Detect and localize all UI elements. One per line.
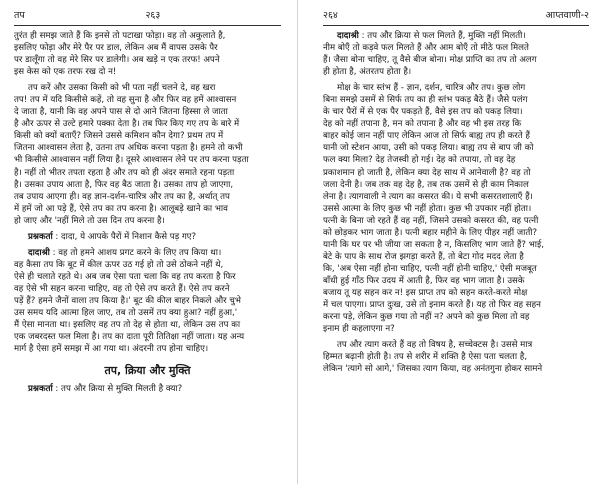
text-line: तप करें और उसका किसी को भी पता नहीं चलने दे, वह खरा	[28, 83, 216, 94]
text-line: करना पड़े, लेकिन कुछ गया तो नहीं न? अपने को कुछ मिला तो वह	[323, 312, 530, 323]
text-line: बाहर कोई जान नहीं पाए लेकिन आज तो सिर्फ बाह्य तप ही करते हैं	[323, 131, 530, 142]
text-line: यानी कि घर पर भी जीया जा सकता है न, किसलिए भाग जाते हैं? भाई,	[323, 239, 544, 250]
text-line: एक जबरदस्त फल मिला है। तप का दाता पूरी तितिक्षा नहीं जाता। यह अन्य	[14, 332, 245, 343]
text-line: तप! तप में यदि किसीसे कहें, तो वह सुना है और फिर वह हमें आश्वासन	[14, 95, 237, 106]
text-line: पर डालूँगा तो वह मेरे सिर पर डालेगी। अब खड़े न एक तरफ! अपने	[14, 55, 220, 66]
right-answer-1	[323, 30, 589, 78]
text-line: इनाम ही कहलाएगा न?	[323, 324, 395, 335]
right-page	[305, 0, 599, 484]
text-line: लेना है। त्यागवाली ने त्याग का कसरत की। ये सभी कसरतशालाएँ हैं।	[323, 191, 533, 202]
text-line: उससे आत्मा के लिए कुछ भी नहीं होता। कुछ भी उपकार नहीं होता।	[323, 203, 532, 214]
text-line: में चल पाएगा। प्राप्त दुःख, उसे तो इनाम करते हैं। यह तो फिर वह सहन	[323, 300, 541, 311]
text-line: लेकिन 'त्यागे सो आगे,' जिसका त्याग किया, वह अनंतगुना होकर सामने	[323, 364, 543, 375]
page-gutter	[297, 0, 298, 484]
text-line: भी किसीसे आश्वासन नहीं लिया है। दूसरे आश्वासन लेने पर तप करना पड़ता	[14, 155, 249, 166]
answer-text: : तप और क्रिया से फल मिलते हैं, मुक्ति नहीं मिलती।	[358, 31, 526, 41]
text-line: है। नहीं तो भीतर तपता रहता है और तप को ही अंदर समाते रहना पड़ता	[14, 167, 235, 178]
text-line: प्रकाशमान हो जाती है, लेकिन क्या देह साथ में आनेवाली है? वह तो	[323, 167, 531, 178]
text-line: पत्नी के बिना जो रहते हैं वह नहीं, जिसने उसको कसरत की, वह पत्नी	[323, 215, 539, 226]
text-line: मैं ऐसा मानता था। इसलिए वह तप तो देह से होता था, लेकिन उस तप का	[14, 320, 241, 331]
left-header-title: तप	[14, 10, 25, 21]
left-question-1	[14, 231, 281, 243]
left-para-1	[14, 30, 281, 78]
text-line: बाँधी हुई गाँठ फिर उदय में आती है, फिर वह भाग जाता है। उसके	[323, 275, 525, 286]
text-line: हिम्मत बढ़ानी होती है। तप से शरीर में शक्ति है ऐसा पता चलता है,	[323, 352, 528, 363]
speaker-label: दादाश्री	[28, 247, 50, 258]
right-para-3	[323, 339, 589, 375]
text-line: इस केस को एक तरफ रख दो न!	[14, 67, 117, 78]
text-line: मोक्ष के चार स्तंभ हैं - ज्ञान, दर्शन, चारित्र और तप। कुछ लोग	[337, 83, 526, 94]
text-line: तब उपाय आएगा ही। वह ज्ञान-दर्शन-चारित्र और तप का है, अर्थात् तप	[14, 191, 230, 202]
text-line: कि, 'अब ऐसा नहीं होना चाहिए, पत्नी नहीं होनी चाहिए,' ऐसी मजबूत	[323, 263, 537, 274]
text-line: यानी जो स्टेशन आया, उसी को पकड़ लिया। बाह्य तप से बाप जी को	[323, 143, 534, 154]
text-line: देह को नहीं तपाना है, मन को तपाना है और वह भी इस तरह कि	[323, 119, 522, 130]
text-line: मार्ग है ऐसा हमें समझ में आ गया था। अंदरनी तप होना चाहिए।	[14, 344, 209, 355]
right-running-head	[323, 8, 589, 22]
text-line: ऐसे ही चलाते रहते थे। अब जब ऐसा पता चला कि वह तप करता है फिर	[14, 271, 236, 282]
text-line: में हमें जो आ पड़े हैं, ऐसे तप का तप करना है। आलूबड़े खाने का भाव	[14, 203, 228, 214]
text-line: पड़ें हैं? हमने जैनों वाला तप किया है।' बूट की कील बाहर निकले और चुभे	[14, 295, 241, 306]
right-page-number: २६४	[323, 10, 338, 21]
right-header-rule	[323, 25, 589, 26]
question-text: : दादा, ये आपके पैरों में निशान कैसे पड़ गए?	[52, 231, 197, 242]
speaker-label: प्रश्नकर्ता	[28, 231, 53, 242]
text-line: वह कैसा तप कि बूट में कील ऊपर उठ गई हो तो उसे ठोकने नहीं थे,	[14, 259, 224, 270]
text-line: तुरंत ही समझ जाते हैं कि इनसे तो पटाखा फोड़ा। वह तो अकुलाते है,	[14, 31, 226, 41]
text-line: हैं। जैसा बोना चाहिए, तू वैसे बीज बोना। मोक्ष प्राप्ति का तप तो अलग	[323, 55, 537, 66]
text-line: को छोड़कर भाग जाता है। पत्नी बहार महीने के लिए पीहर नहीं जाती?	[323, 227, 538, 238]
right-header-title: आप्तवाणी-२	[545, 10, 589, 21]
left-para-2	[14, 82, 281, 227]
text-line: नीम बोएँ तो कड़वे फल मिलते हैं और आम बोएँ तो मीठे फल मिलते	[323, 43, 529, 54]
left-header-rule	[14, 25, 281, 26]
text-line: उस समय यदि आत्मा हिल जाए, तब तो उसमें तप क्या हुआ? नहीं हुआ,'	[14, 308, 238, 319]
text-line: बेटे के पाप के साथ रोज झगड़ा करते हैं, तो बेटा गोद मदद लेता है	[323, 251, 524, 262]
text-line: है और ऊपर से उल्टे हमारे पक्का देता है। तब फिर किए गए तप के बारे में	[14, 119, 240, 130]
left-answer-1	[14, 247, 281, 355]
speaker-label: प्रश्नकर्ता	[28, 384, 53, 395]
text-line: ही होता है, अंतरतप होता है।	[323, 67, 412, 78]
left-page-number: २६३	[145, 10, 161, 21]
left-page	[0, 0, 289, 484]
section-title: तप, क्रिया और मुक्ति	[104, 364, 191, 378]
question-text: : तप और क्रिया से मुक्ति मिलती है क्या?	[52, 384, 183, 395]
text-line: बिना समझे उसमें से सिर्फ तप का ही स्तंभ पकड़ बैठे हैं। जैसे पलंग	[323, 95, 528, 106]
text-line: फल क्या मिला? देह तेजस्वी हो गई। देह को तपाया, तो वह देह	[323, 155, 516, 166]
text-line: के चार पैरों में से एक पैर पकड़ते हैं, वैसे इस तप को पकड़ लिया।	[323, 107, 523, 118]
left-running-head	[14, 8, 281, 22]
text-line: है। उसका उपाय आता है, फिर वह बैठ जाता है। उसका ताप हो जाएगा,	[14, 179, 234, 190]
text-line: जितना आश्वासन लेता है, उतना तप अधिक करना पड़ता है। हमने तो कभी	[14, 143, 243, 154]
speaker-label: दादाश्री	[337, 31, 359, 41]
text-line: हो जाए और 'नहीं मिले तो उस दिन तप करना है।	[14, 215, 165, 226]
text-line: बजाय तू यह सहन कर न! इस प्राप्त तप को सहन करते-करते मोक्ष	[323, 287, 528, 298]
text-line: तप और त्याग करते हैं वह तो विषय है, सच्चेक्टस है। उससे मात्र	[337, 340, 533, 351]
text-line: जला देनी है। जब तक वह देह है, तब तक उसमें से ही काम निकाल	[323, 179, 529, 190]
text-line: किसी को क्यों बताएँ? जिसने उससे कमिशन कौन देगा? प्रथम तप में	[14, 131, 224, 142]
text-line: दे जाता है, यानी कि वह अपने पास से दो आने जितना हिस्सा ले जाता	[14, 107, 228, 118]
left-question-2	[14, 383, 281, 395]
text-line: वह ऐसे भी सहन करना चाहिए, वह तो ऐसे तप करते हैं। ऐसे तप करने	[14, 283, 230, 294]
answer-text: : वह तो हमने आशय प्रगट करने के लिए तप किया था।	[49, 247, 222, 258]
right-para-2	[323, 82, 589, 335]
text-line: इसलिए फोड़ा और मेरे पैर पर डाल, लेकिन अब मैं वापस उसके पैर	[14, 43, 218, 54]
